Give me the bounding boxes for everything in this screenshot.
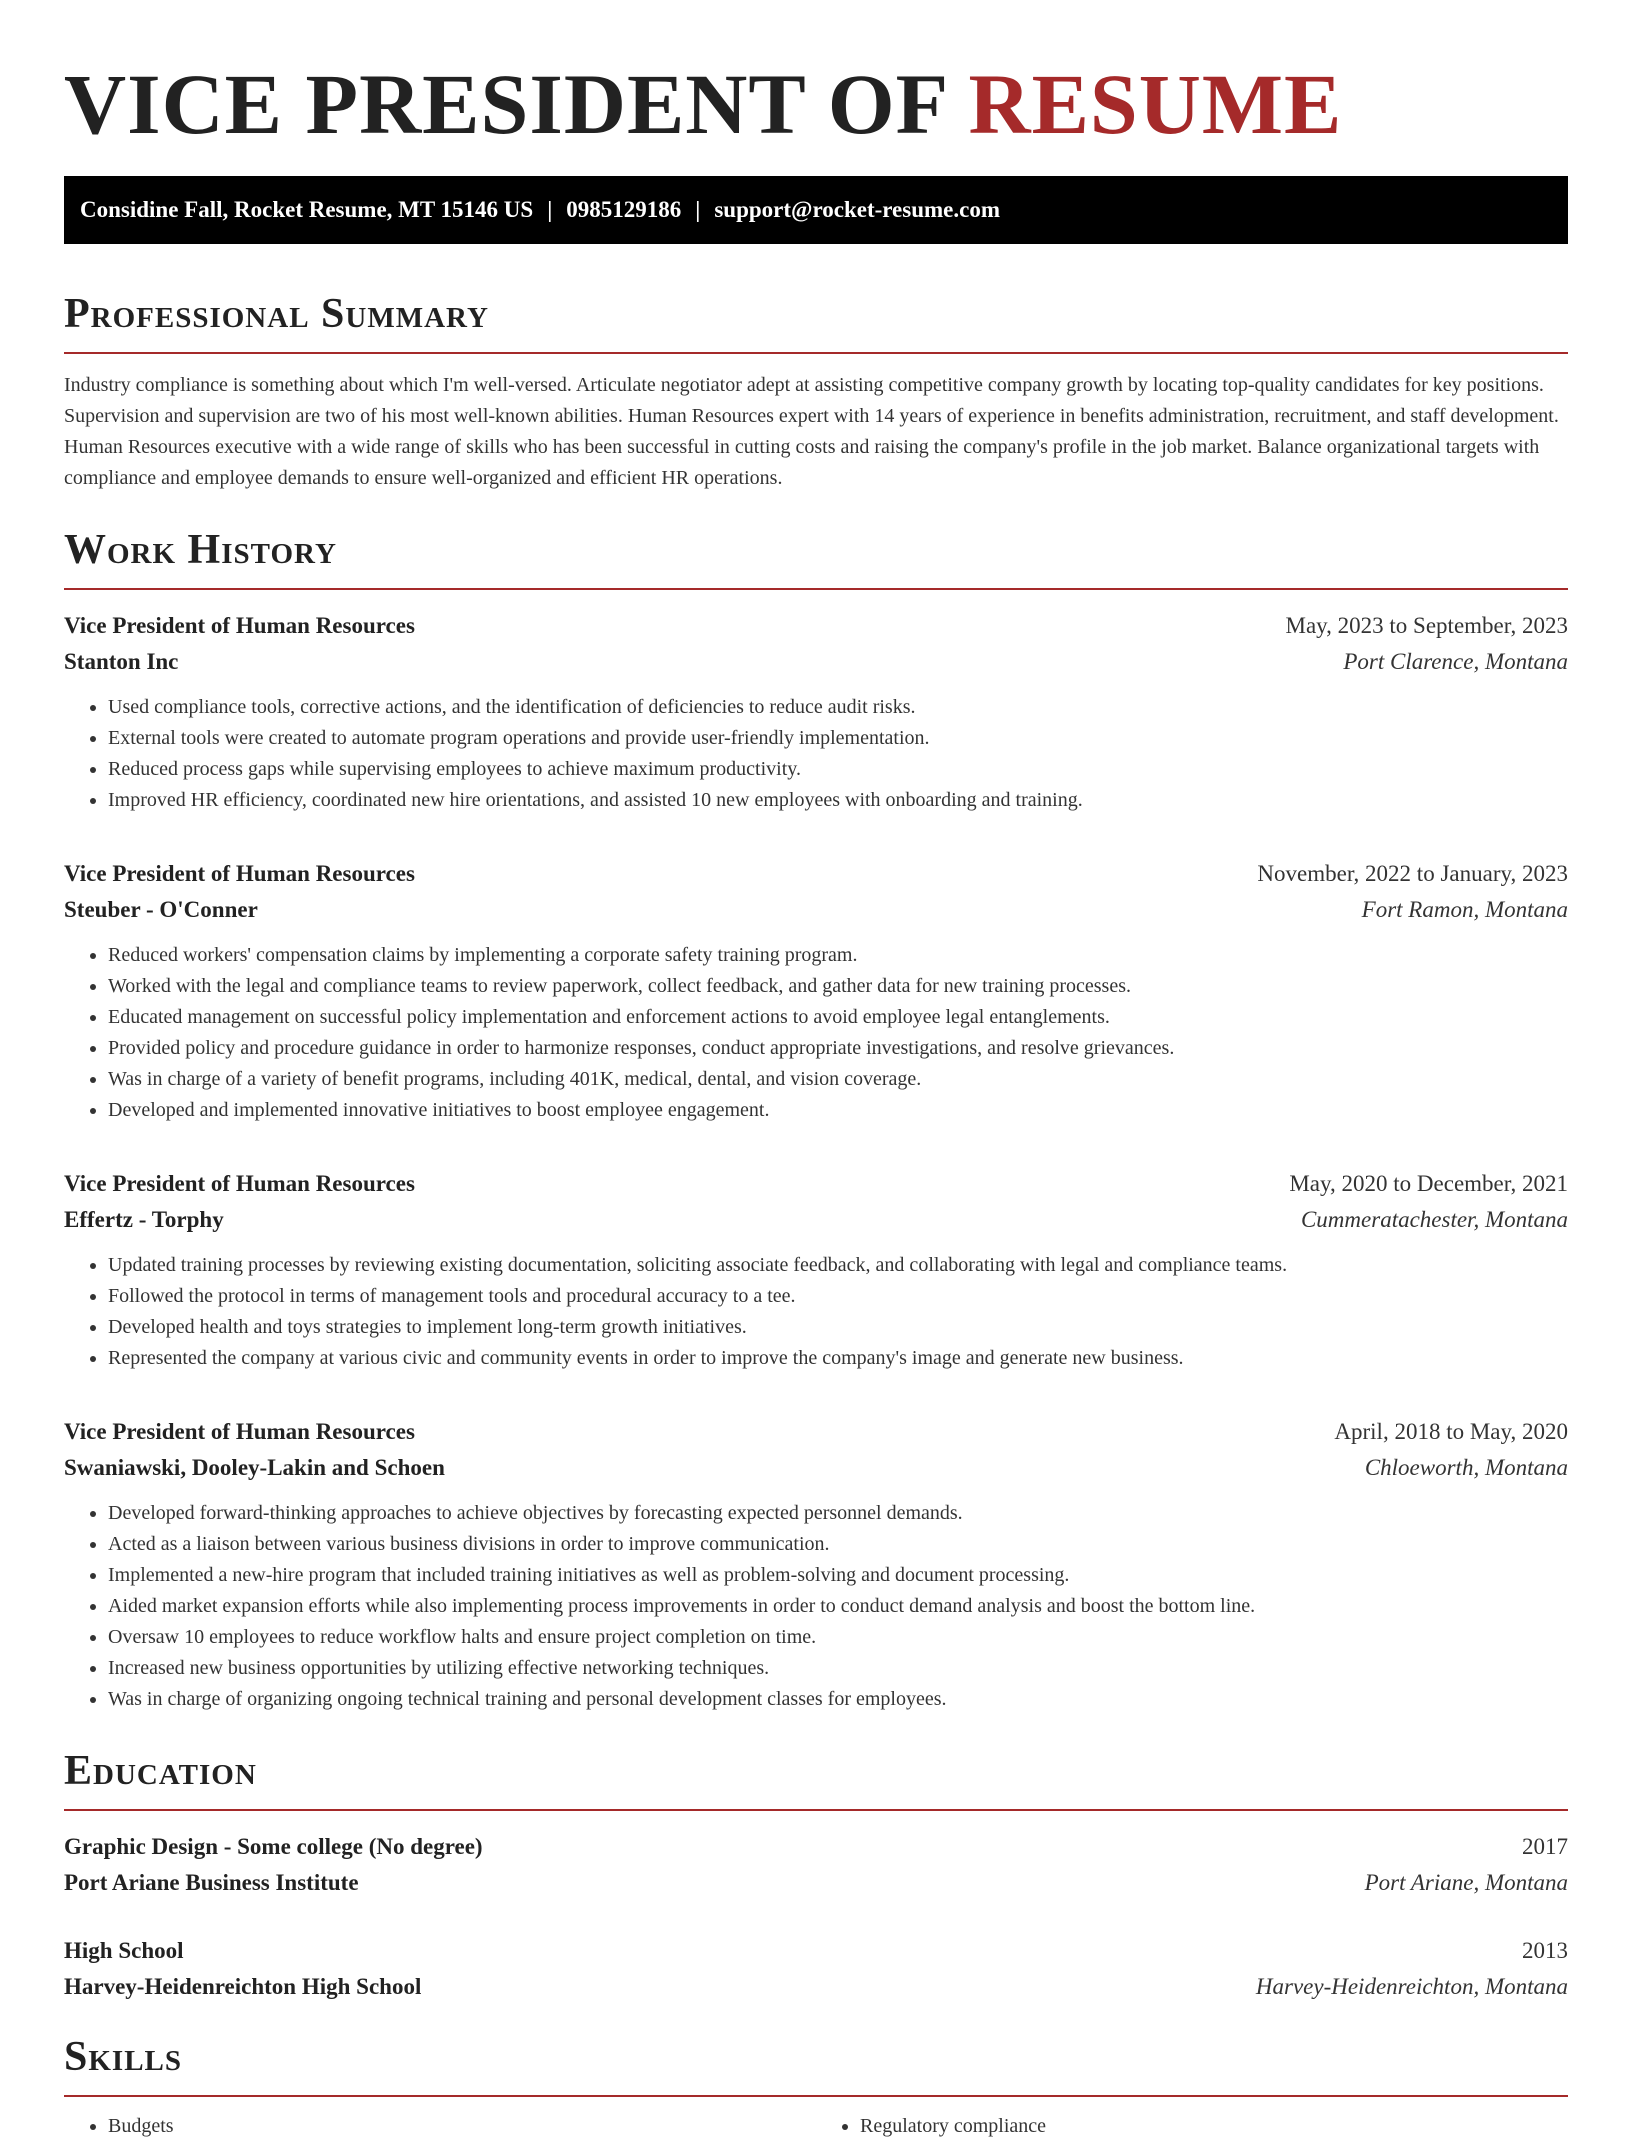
title-part-2: RESUME: [968, 56, 1343, 152]
section-divider: [64, 1809, 1568, 1811]
section-divider: [64, 352, 1568, 354]
job-header-row: [64, 1414, 1568, 1450]
job-bullet: • Improved HR efficiency, coordinated new hire orientations, and assisted 10 new employees with onboarding and training.: [108, 785, 1568, 816]
job-bullet: • Was in charge of organizing ongoing technical training and personal development classes for employees.: [108, 1684, 1568, 1715]
job-bullet: • Was in charge of a variety of benefit programs, including 401K, medical, dental, and vision coverage.: [108, 1064, 1568, 1095]
education-degree: Graphic Design - Some college (No degree): [64, 1834, 483, 1859]
education-year: 2017: [1522, 1834, 1568, 1859]
job-company-row: [64, 1450, 1568, 1486]
contact-phone: 0985129186: [566, 197, 682, 222]
job-bullet: • Implemented a new-hire program that included training initiatives as well as problem-solving and document processing.: [108, 1560, 1568, 1591]
job-bullet: • Used compliance tools, corrective actions, and the identification of deficiencies to reduce audit risks.: [108, 692, 1568, 723]
job-bullet: • Increased new business opportunities by utilizing effective networking techniques.: [108, 1653, 1568, 1684]
education-school-row: [64, 1865, 1568, 1901]
job-bullets: [64, 692, 1568, 816]
job-bullet: • Acted as a liaison between various business divisions in order to improve communication.: [108, 1529, 1568, 1560]
job-location: Port Clarence, Montana: [1343, 649, 1568, 674]
job-bullet: • Developed and implemented innovative initiatives to boost employee engagement.: [108, 1095, 1568, 1126]
job-location: Cummeratachester, Montana: [1300, 1207, 1568, 1232]
summary-section: [64, 288, 1568, 494]
job-company-row: [64, 1202, 1568, 1238]
job-bullet: • Worked with the legal and compliance teams to review paperwork, collect feedback, and gather data for new training processes.: [108, 971, 1568, 1002]
skill-item: • Regulatory compliance: [860, 2111, 1568, 2142]
job-entry: [64, 856, 1568, 1126]
skills-column-left: [64, 2111, 816, 2142]
education-location: Harvey-Heidenreichton, Montana: [1255, 1974, 1568, 1999]
work-history-section: [64, 524, 1568, 1715]
job-position: Vice President of Human Resources: [64, 1419, 415, 1444]
job-company: Stanton Inc: [64, 649, 179, 674]
job-entry: [64, 608, 1568, 816]
job-bullet: • Aided market expansion efforts while also implementing process improvements in order to conduct demand analysis and boost the bottom line.: [108, 1591, 1568, 1622]
job-header-row: [64, 856, 1568, 892]
job-bullet: • Reduced workers' compensation claims by implementing a corporate safety training program.: [108, 940, 1568, 971]
job-company: Swaniawski, Dooley-Lakin and Schoen: [64, 1455, 445, 1480]
section-title: Work History: [64, 527, 337, 573]
job-entry: [64, 1166, 1568, 1374]
education-location: Port Ariane, Montana: [1364, 1870, 1568, 1895]
education-list: [64, 1829, 1568, 2005]
section-title: Skills: [64, 2034, 183, 2080]
education-school: Port Ariane Business Institute: [64, 1870, 359, 1895]
job-bullet: • Provided policy and procedure guidance in order to harmonize responses, conduct appropriate investigations, and resolve grievances.: [108, 1033, 1568, 1064]
education-degree-row: [64, 1829, 1568, 1865]
job-dates: May, 2023 to September, 2023: [1285, 613, 1568, 638]
education-entry: [64, 1933, 1568, 2005]
job-bullets: [64, 1498, 1568, 1715]
contact-separator: |: [547, 197, 553, 222]
job-bullets: [64, 1250, 1568, 1374]
job-company: Steuber - O'Conner: [64, 897, 258, 922]
job-bullet: • Developed forward-thinking approaches to achieve objectives by forecasting expected personnel demands.: [108, 1498, 1568, 1529]
job-bullet: • Represented the company at various civic and community events in order to improve the company's image and generate new business.: [108, 1343, 1568, 1374]
job-position: Vice President of Human Resources: [64, 613, 415, 638]
job-list: [64, 608, 1568, 1715]
job-bullet: • External tools were created to automate program operations and provide user-friendly implementation.: [108, 723, 1568, 754]
job-company: Effertz - Torphy: [64, 1207, 224, 1232]
section-title: Professional Summary: [64, 291, 489, 337]
job-dates: May, 2020 to December, 2021: [1289, 1171, 1568, 1196]
job-dates: November, 2022 to January, 2023: [1257, 861, 1568, 886]
education-year: 2013: [1522, 1938, 1568, 1963]
job-header-row: [64, 1166, 1568, 1202]
job-bullet: • Updated training processes by reviewing existing documentation, soliciting associate feedback, and collaborating with legal and compliance teams.: [108, 1250, 1568, 1281]
job-header-row: [64, 608, 1568, 644]
contact-bar: [64, 176, 1568, 244]
skills-section: [64, 2031, 1568, 2142]
job-bullets: [64, 940, 1568, 1126]
job-position: Vice President of Human Resources: [64, 861, 415, 886]
resume-title: [64, 56, 1568, 152]
job-bullet: • Developed health and toys strategies to implement long-term growth initiatives.: [108, 1312, 1568, 1343]
education-school-row: [64, 1969, 1568, 2005]
job-bullet: • Reduced process gaps while supervising employees to achieve maximum productivity.: [108, 754, 1568, 785]
contact-separator: |: [695, 197, 701, 222]
job-location: Chloeworth, Montana: [1364, 1455, 1568, 1480]
job-bullet: • Educated management on successful policy implementation and enforcement actions to avoid employee legal entanglements.: [108, 1002, 1568, 1033]
job-location: Fort Ramon, Montana: [1361, 897, 1568, 922]
education-school: Harvey-Heidenreichton High School: [64, 1974, 422, 1999]
job-bullet: • Followed the protocol in terms of management tools and procedural accuracy to a tee.: [108, 1281, 1568, 1312]
section-divider: [64, 588, 1568, 590]
section-divider: [64, 2095, 1568, 2097]
job-dates: April, 2018 to May, 2020: [1334, 1419, 1568, 1444]
skills-columns: [64, 2111, 1568, 2142]
education-entry: [64, 1829, 1568, 1901]
skills-column-right: [816, 2111, 1568, 2142]
job-company-row: [64, 892, 1568, 928]
job-position: Vice President of Human Resources: [64, 1171, 415, 1196]
skill-item: • Budgets: [108, 2111, 816, 2142]
contact-email[interactable]: support@rocket-resume.com: [714, 197, 1000, 222]
contact-address: Considine Fall, Rocket Resume, MT 15146 US: [80, 197, 534, 222]
job-company-row: [64, 644, 1568, 680]
education-degree: High School: [64, 1938, 184, 1963]
job-entry: [64, 1414, 1568, 1715]
education-section: [64, 1745, 1568, 2005]
education-degree-row: [64, 1933, 1568, 1969]
title-part-1: VICE PRESIDENT OF: [64, 56, 946, 152]
section-title: Education: [64, 1748, 257, 1794]
job-bullet: • Oversaw 10 employees to reduce workflow halts and ensure project completion on time.: [108, 1622, 1568, 1653]
summary-text: Industry compliance is something about which I'm well-versed. Articulate negotiator adept at assisting competitive company growth by locating top-quality candidates for key positions. Supervision and supervision are two of his most well-known abilities. Human Resources expert with 14 years of experience in benefits administration, recruitment, and staff development. Human Resources executive with a wide range of skills who has been successful in cutting costs and raising the company's profile in the job market. Balance organizational targets with compliance and employee demands to ensure well-organized and efficient HR operations.: [64, 374, 1559, 489]
